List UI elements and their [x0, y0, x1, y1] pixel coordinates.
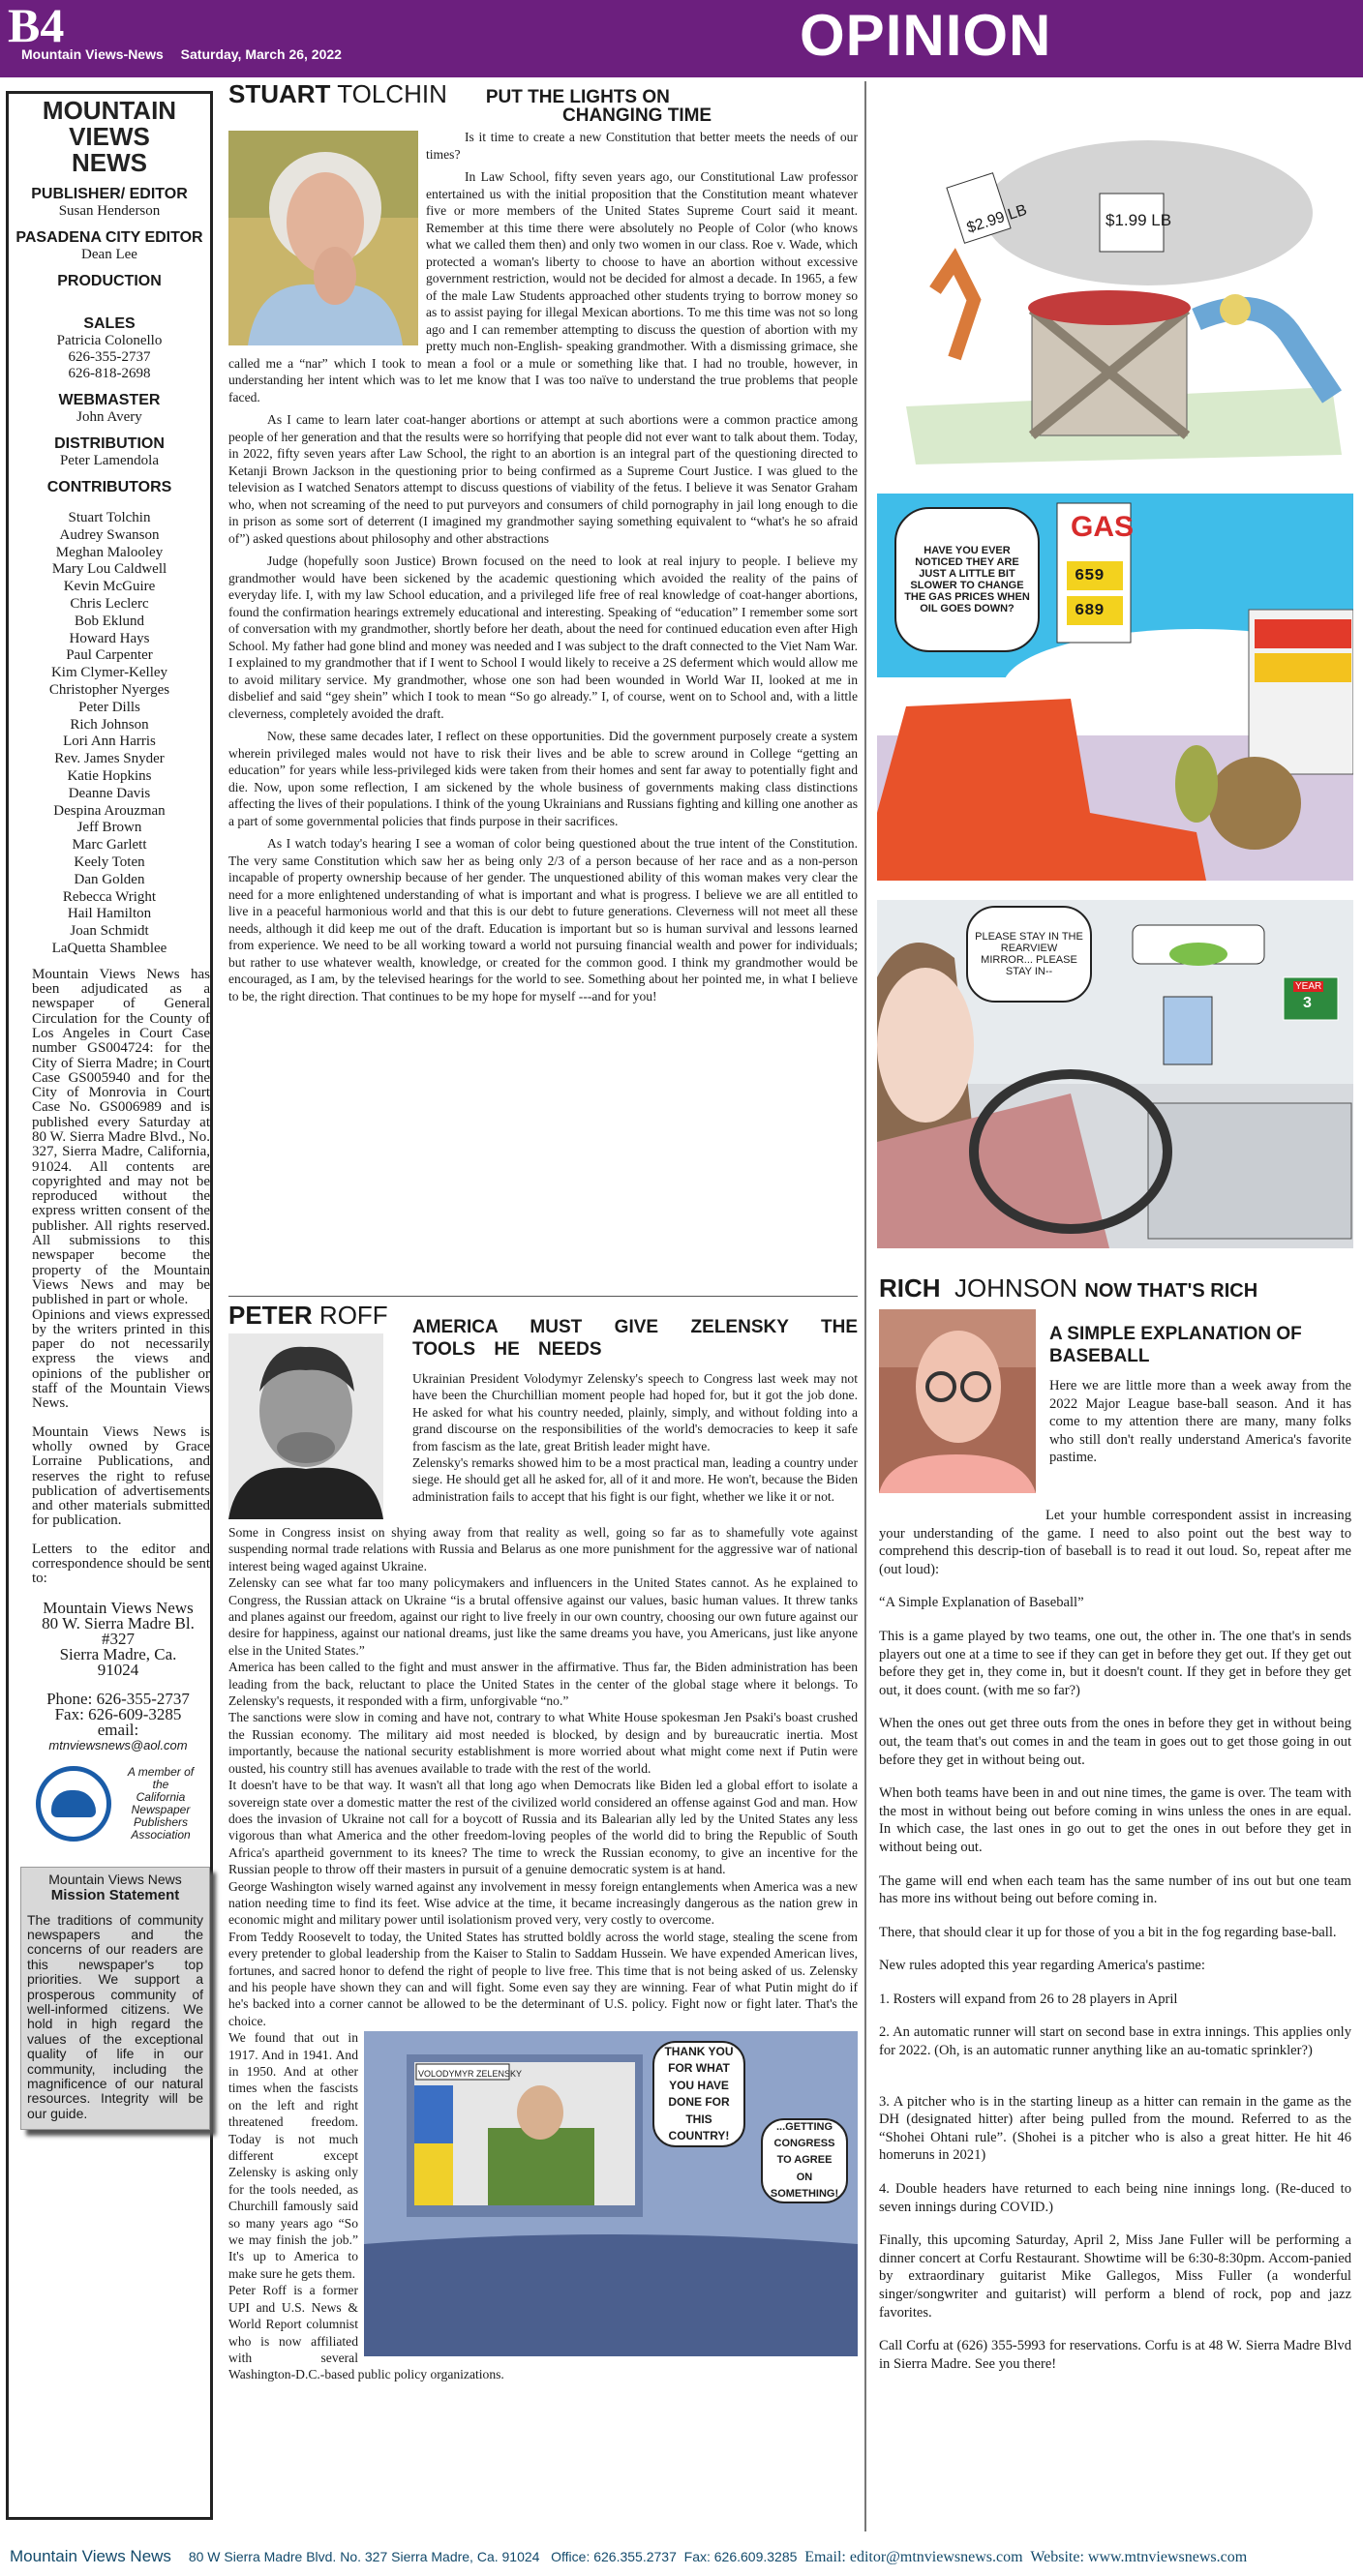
staff-sales: SALES Patricia Colonello 626-355-2737 626-818-2698 [56, 315, 163, 381]
contributor-name: Bob Eklund [74, 613, 145, 629]
contributor-name: Deanne Davis [68, 785, 151, 801]
footer-email-link[interactable]: Email: editor@mtnviewsnews.com [804, 2549, 1023, 2565]
masthead-title: MOUNTAIN VIEWS NEWS [42, 96, 177, 177]
mailing-address: Mountain Views News 80 W. Sierra Madre Bl. #327 Sierra Madre, Ca. 91024 Phone: 626-355-2737 Fax: 626-609-3285 email: [42, 1598, 195, 1739]
price-sign-new: $1.99 LB [1106, 211, 1172, 229]
speech-bubble: THANK YOU FOR WHAT YOU HAVE DONE FOR THIS COUNTRY! [652, 2041, 745, 2147]
highway-sign-number: 3 [1303, 995, 1312, 1011]
article-roff: PETER ROFF AMERICA MUST GIVE ZELENSKY THE TOOLS HE NEEDS Ukrainian President Volodymyr Zelensky's speech to Congress last week may not have been the Churchillian moment people had hoped for, but it got the job done. He asked for what his country needed, plainly, simply, and without folding into a grand discourse on the responsibilities of the world's democracies to keep it safe from fascism as the late, great British leader might have. Zelensky's remarks showed him to be a most practical man, leading a country under siege. He should get all he asked for, all of it and more. He won't, because the Biden administration fails to accept that his fight is our fight, whether we like it or not. Some in Congress insist on shying away from that reality as well, going so far as to shamefully vote against suspending normal trade relations with Russia and Belarus as one more punishment for the aggressive war of national interest being waged against Ukraine. Zelensky can see what far too many policymakers and influencers in the United States cannot. As he explained to Congress, the Russian attack on Ukraine “is a brutal offensive against our values, basic human values. It threw tanks and planes against our freedom, against our right to live freely in our own country, choosing our own future against our desire for happiness, against our national dreams, just like the same dreams you have, you Americans, just like anyone else in the United States.” America has been called to the fight and must answer in the affirmative. Thus far, the Biden administration has been leading from the back, reluctant to place the United States in the center of the global stage where it belongs. To Zelensky's requests, it responded with a firm, unforgivable “no.” The sanctions were slow in coming and have not, contrary to what White House spokesman Jen Psaki's boast crushed the Russian economy. The military aid most needed is blocked, by design and by bureaucratic inertia. Most importantly, because the national security establishment is more worried about what might come next if Putin were ousted, his country still has avenues available to trade with the rest of the world. It doesn't have to be that way. It wasn't all that long ago when Democrats like Biden led a global effort to isolate a sovereign state over a domestic matter the rest of the civilized world considered an offense against God and man. How does the invasion of Ukraine not call for a boycott of Russia and its Balearian ally led by the United States any less vigorous than what America and the other freedom-loving peoples of the world did to bring the Republic of South Africa's apartheid government to its knees? The time to wreck the Russian economy, to give an incentive for the Russian people to throw off their masters in pursuit of a genuine democratic system is at hand. George Washington wisely warned against any involvement in messy foreign entanglements when America was a new nation needing time to find its feet. Wise advice at the time, it became increasingly dangerous as the nation grew in economic might and military power until isolationism proved very, very costly to overcome. From Teddy Roosevelt to today, the United States has strutted boldly across the world stage, stealing the scene from every pretender to global leadership from the Kaiser to Stalin to Saddam Hussein. We have expended American lives, fortunes, and sacred honor to defend the right of people to live free. This time that is not being asked of us. Zelensky and his people have shown they can and will fight. Some even say they are winning. Fear of what Putin might do if he's backed into a corner cannot be allowed to be the determinant of U.S. policy. Fight now or fight later. That's the choice. VOLODYMYR ZELENSKY THANK YOU FOR WHAT YOU HAVE DONE FOR THIS COUNTRY! ...GETTING CONGRESS TO AGREE ON SOMETHING! We found that out in 1917. And in 1941. And in 1950. And at other times when the fascists on the left and right threatened freedom. Today is not much different except Zelensky is asking only for the tools needed, as Churchill famously said so many years ago “So we may finish the job.” It's up to America to make sure he gets them. Peter Roff is a former UPI and U.S. News & World Report columnist who is now affiliated with several Washington-D.C.-based public policy organizations. [228, 1301, 858, 2382]
contributors-heading: CONTRIBUTORS [46, 479, 172, 495]
section-title: OPINION [800, 3, 1052, 68]
author-byline: PETER ROFF [228, 1301, 388, 1330]
contact-email-link[interactable]: mtnviewsnews@aol.com [48, 1737, 188, 1752]
staff-publisher: PUBLISHER/ EDITOR Susan Henderson [31, 186, 188, 219]
article-body: Let your humble correspondent assist in increasing your understanding of the game. I need to also point out the best way to comprehend this descrip-tion of baseball is to read it out loud. So, repeat after me (out loud): “A Simple Explanation of Baseball” This is a game played by two teams, one out, the other in. The one that's in sends players out one at a time to see if they can get in before they get out. If they get out before they get in, they come in, but it doesn't count. If they get in before they get out, it does count. (with me so far?) When the ones out get three outs from the ones in before they get in without being out, the team that's out comes in and the team in goes out to get those going in out before they get in without being out. When both teams have been in and out nine times, the game is over. The team with the most in without being out before coming in wins unless the ones in are equal. In which case, the last ones in go out to get the ones in out before they get in without being out. The game will end when each team has the same number of ins out but one team has more ins without being out before coming in. There, that should clear it up for those of you a bit in the fog regarding base-ball. New rules adopted this year regarding America's pastime: 1. Rosters will expand from 26 to 28 players in April 2. An automatic runner will start on second base in extra innings. This applies only for 2022. (Oh, is an automatic runner anything like an au-tomatic sprinkler?) 3. A pitcher who is in the starting lineup as a hitter can remain in the game as the DH (designated hitter) after being pulled from the mound. Referred to as the “Shohei Ohtani rule”. (Shohei is a pitcher who is also a great hitter. He hit 46 homeruns in 2021) 4. Double headers have returned to each being nine innings long. (Re-duced to seven innings during COVID.) Finally, this upcoming Saturday, April 2, Miss Jane Fuller will be performing a dinner concert at Corfu Restaurant. Showtime will be 6:30-8:30pm. Accom-panied by extraordinary guitarist Mike Gallegos, Miss Fuller (a wonderful singer/songwriter and guitarist) will perform a blend of rock, pop and jazz favorites. Call Corfu at (626) 355-5993 for reservations. Corfu is at 48 W. Sierra Madre Blvd in Sierra Madre. See you there! [879, 1508, 1351, 2372]
contributor-name: Jeff Brown [76, 820, 142, 836]
contributor-name: Meghan Malooley [55, 544, 164, 560]
apple-price-cartoon [877, 87, 1351, 474]
author-photo [228, 1333, 383, 1519]
regular-price: 659 [1075, 567, 1105, 585]
contributor-name: Despina Arouzman [53, 802, 166, 819]
contributor-name: Christopher Nyerges [48, 681, 170, 698]
staff-city-editor: PASADENA CITY EDITOR Dean Lee [15, 229, 203, 262]
masthead-box [6, 91, 213, 2520]
mission-statement: Mountain Views News Mission Statement The traditions of community newspapers and the concerns of our readers are this newspaper's top priorities. We support a prosperous community of well-informed citizens. We hold in high regard the values of the exceptional quality of life in our community, including the magnificence of our natural resources. Integrity will be our guide. [20, 1867, 210, 2131]
contributor-name: Rich Johnson [70, 716, 149, 733]
contributor-name: Kim Clymer-Kelley [50, 665, 168, 681]
highway-sign-label: YEAR [1295, 981, 1322, 992]
article-tolchin: STUART TOLCHIN PUT THE LIGHTS ON CHANGING TIME Is it time to create a new Constitution that better meets the needs of our times? In Law School, fifty seven years ago, our Constitutional Law professor entertained us with the initial proposition that the Constitution meant whatever five or more members of the United States Supreme Court said it meant. Remember at this time there were absolutely no People of Color (who knows what we called them then) and only two women in our class. Roe v. Wade, which protected a woman's liberty to choose to have an abortion without excessive government restriction, would not be decided for almost a decade. In 1965, a few of the male Law Students approached other students trying to borrow money so as to assist paying for illegal Mexican abortions. To me this time was not so long ago and I can remember attempting to discuss the question of abortion with my pretty much non-English- speaking grandmother. With a dismissing grimace, she called me a “nar” which I took to mean a fool or a mule or something like that. I had no trouble, however, in understanding her intent which was to let me know that I was too naïve to understand the true problems that people faced. As I came to learn later coat-hanger abortions or attempt at such abortions were a common practice among people of her generation and that the results were so horrifying that people did not ever want to talk about them. Today, in 2022, fifty seven years after Law School, the right to an abortion is an integral part of the questioning directed to Ketanji Brown Jackson in the questioning prior to being confirmed as a Supreme Court Justice. I was glued to the television as I watched Senators attempt to discuss questions of viability of the fetus. I believe it was Senator Graham who, when not screaming of the need to put purveyors and consumers of child pornography in jail long enough to die in prison as some sort of deterrent (I imagined my grandmother saying something equivalent to “what's he so afraid of”) asked questions about philosophy and other abstractions Judge (hopefully soon Justice) Brown focused on the need to look at real injury to people. I believe my grandmother would have been sickened by the academic questioning which avoided the reality of the pains of everyday life. I, with my law School education, and a privileged life free of real knowledge of coat-hanger abortions, found the confirmation hearings extremely educational and interesting. Speaking of “education” I remember some sort of conversation with my grandmother, shortly before her death, about the need for continued education even after High School. My father had gone blind and money was needed and I was subject to the draft connected to the Viet Nam War. I explained to my grandmother that if I went to School I would likely to receive a 2S deferment which would allow me to avoid military service. My grandmother, whose one son had been wounded in World War II, looked at me in disbelief and said “gey shein” which I took to mean “So go already.” I, of course, went on to School and, with a little cleverness, completely avoided the draft. Now, these same decades later, I reflect on these opportunities. Did the government purposely create a system wherein privileged males would not have to risk their lives and be able to screw around in College “getting an education” for years while less-privileged kids were taken from their homes and sent far away to potentially fight and die. Now, upon some reflection, I am sickened by the whole business of governments making class distinctions affecting the lives of their populations. I think of the young Ukrainians and Russians fighting and killing one another as a part of some governmental policies that finds purpose in their sacrifices. As I watch today's hearing I see a woman of color being questioned about the true intent of the Constitution. The very same Constitution which saw her as being only 2/3 of a person because of her race and as a non-person incapable of property ownership because of her gender. The unquestioned ability of this woman makes very clear the need for a more enlightened understanding of what is important and what is progress. I believe we are all entitled to live in a peaceful harmonious world and that this is our debt to future generations. Cleverness will not meet all these needs, although it did keep me out of the draft. Education is important but so is human survival and lessons learned from experience. We need to be all working toward a world not pursuing financial wealth and power for individuals; but rather to use whatever wealth, knowledge, or created for the common good. I think my grandmother would be encouraged, as I am, by the televised hearings for the world to see. Something about her pointed me, in what I believe to be, the right direction. That continues to be my hope for myself ---and for you! [228, 79, 858, 1297]
contributor-name: Katie Hopkins [67, 767, 152, 784]
headline: A SIMPLE EXPLANATION OF BASEBALL [1049, 1324, 1302, 1366]
paper-name: Mountain Views-News [21, 46, 164, 62]
contributor-name: Chris Leclerc [70, 595, 149, 612]
cartoon-illustration [877, 87, 1351, 474]
cartoon-illustration [877, 900, 1353, 1248]
contributor-name: LaQuetta Shamblee [51, 940, 167, 956]
contributor-name: Rev. James Snyder [54, 751, 165, 767]
page-number: B4 [8, 0, 65, 52]
article-body: Some in Congress insist on shying away from that reality as well, going so far as to shamefully vote against suspending normal trade relations with Russia and Belarus as one more punishment for the aggressive war of national interest being waged against Ukraine. Zelensky can see what far too many policymakers and influencers in the United States cannot. As he explained to Congress, the Russian attack on Ukraine “is a brutal offensive against our values, basic human values. It threw tanks and planes against our freedom, against our right to live freely in our own country, choosing our own future against our desire for happiness, against our national dreams, just like the same dreams you have, you Americans, just like anyone else in the United States.” America has been called to the fight and must answer in the affirmative. Thus far, the Biden administration has been leading from the back, reluctant to place the United States in the center of the global stage where it belongs. To Zelensky's requests, it responded with a firm, unforgivable “no.” The sanctions were slow in coming and have not, contrary to what White House spokesman Jen Psaki's boast crushed the Russian economy. The military aid most needed is blocked, by design and by bureaucratic inertia. Most importantly, because the national security establishment is more worried about what might come next if Putin were ousted, his country still has avenues available to trade with the rest of the world. It doesn't have to be that way. It wasn't all that long ago when Democrats like Biden led a global effort to isolate a sovereign state over a domestic matter the rest of the civilized world considered an offense against God and man. How does the invasion of Ukraine not call for a boycott of Russia and its Balearian ally led by the United States any less vigorous than what America and the other freedom-loving peoples of the world did to bring the Republic of South Africa's apartheid government to its knees? The time to wreck the Russian economy, to give an incentive for the Russian people to throw off their masters in pursuit of a genuine democratic system is at hand. George Washington wisely warned against any involvement in messy foreign entanglements when America was a new nation needing time to find its feet. Wise advice at the time, it became increasingly dangerous as the nation grew in economic might and military power until isolationism proved very, very costly to overcome. From Teddy Roosevelt to today, the United States has strutted boldly across the world stage, stealing the scene from every pretender to global leadership from the Kaiser to Stalin to Saddam Hussein. We have expended American lives, fortunes, and sacred honor to defend the right of people to live free. This time that is not being asked of us. Zelensky and his people have shown they can and will fight. Some even say they are winning. Fear of what Putin might do if he's backed into a corner cannot be allowed to be the determinant of U.S. policy. Fight now or fight later. That's the choice. VOLODYMYR ZELENSKY THANK YOU FOR WHAT YOU HAVE DONE FOR THIS COUNTRY! ...GETTING CONGRESS TO AGREE ON SOMETHING! We found that out in 1917. And in 1941. And in 1950. And at other times when the fascists on the left and right threatened freedom. Today is not much different except Zelensky is asking only for the tools needed, as Churchill famously said so many years ago “So we may finish the job.” It's up to America to make sure he gets them. Peter Roff is a former UPI and U.S. News & World Report columnist who is now affiliated with several Washington-D.C.-based public policy organizations. [228, 1525, 858, 2382]
gas-prices-cartoon [877, 494, 1353, 881]
article-body: Is it time to create a new Constitution that better meets the needs of our times? In Law School, fifty seven years ago, our Constitutional Law professor entertained us with the initial proposition that the Constitution meant whatever five or more members of the United States Supreme Court said it meant. Remember at this time there were absolutely no People of Color (who knows what we called them then) and only two women in our class. Roe v. Wade, which protected a woman's liberty to choose to have an abortion without excessive government restriction, would not be decided for almost a decade. In 1965, a few of the male Law Students approached other students trying to borrow money so as to assist paying for illegal Mexican abortions. To me this time was not so long ago and I can remember attempting to discuss the question of abortion with my pretty much non-English- speaking grandmother. With a dismissing grimace, she called me a “nar” which I took to mean a fool or a mule or something like that. I had no trouble, however, in understanding her intent which was to let me know that I was too naïve to understand the true problems that people faced. As I came to learn later coat-hanger abortions or attempt at such abortions were a common practice among people of her generation and that the results were so horrifying that people did not ever want to talk about them. Today, in 2022, fifty seven years after Law School, the right to an abortion is an integral part of the questioning directed to Ketanji Brown Jackson in the questioning prior to being confirmed as a Supreme Court Justice. I was glued to the television as I watched Senators attempt to discuss questions of viability of the fetus. I believe it was Senator Graham who, when not screaming of the need to put purveyors and consumers of child pornography in jail long enough to die in prison as some sort of deterrent (I imagined my grandmother saying something equivalent to “what's he so afraid of”) asked questions about philosophy and other abstractions Judge (hopefully soon Justice) Brown focused on the need to look at real injury to people. I believe my grandmother would have been sickened by the academic questioning which avoided the reality of the pains of everyday life. I, with my law School education, and a privileged life free of real knowledge of coat-hanger abortions, found the confirmation hearings extremely educational and interesting. Speaking of “education” I remember some sort of conversation with my grandmother, shortly before her death, about the need for continued education even after High School. My father had gone blind and money was needed and I was subject to the draft connected to the Viet Nam War. I explained to my grandmother that if I went to School I would likely to receive a 2S deferment which would allow me to avoid military service. My grandmother, whose one son had been wounded in World War II, looked at me in disbelief and said “gey shein” which I took to mean “So go already.” I, of course, went on to School and, with a little cleverness, completely avoided the draft. Now, these same decades later, I reflect on these opportunities. Did the government purposely create a system wherein privileged males would not have to risk their lives and be able to screw around in College “getting an education” for years while less-privileged kids were taken from their homes and sent far away to potentially fight and die. Now, upon some reflection, I am sickened by the whole business of governments making class distinctions affecting the lives of their populations. I think of the young Ukrainians and Russians fighting and killing one another as a part of some governmental policies that finds purpose in their sacrifices. As I watch today's hearing I see a woman of color being questioned about the true intent of the Constitution. The very same Constitution which saw her as being only 2/3 of a person because of her race and as a non-person incapable of property ownership because of her gender. The unquestioned ability of this woman makes very clear the need for a more enlightened understanding of what is important and what is progress. I believe we are all entitled to live in a peaceful harmonious world and that this is our debt to future generations. Cleverness will not meet all these needs, although it did keep me out of the draft. Education is important but so is human survival and lessons learned from experience. We need to be all working toward a world not pursuing financial wealth and power for individuals; but rather to use whatever wealth, knowledge, or created for the common good. I think my grandmother would be encouraged, as I am, by the televised hearings for the world to see. Something about her pointed me, in what I believe to be, the right direction. That continues to be my hope for myself ---and for you! [228, 130, 858, 1003]
headline: PUT THE LIGHTS ON [485, 87, 670, 107]
footer-website-link[interactable]: Website: www.mtnviewsnews.com [1030, 2549, 1248, 2565]
headline: AMERICA MUST GIVE ZELENSKY THE TOOLS HE NEEDS [412, 1317, 858, 1360]
contributor-name: Peter Dills [78, 699, 140, 715]
footer-paper-name: Mountain Views News [10, 2547, 171, 2565]
speech-bubble: HAVE YOU EVER NOTICED THEY ARE JUST A LITTLE BIT SLOWER TO CHANGE THE GAS PRICES WHEN OIL GOES DOWN? [894, 507, 1040, 652]
contributors-list [9, 510, 210, 958]
issue-date: Saturday, March 26, 2022 [180, 46, 342, 62]
footer-office-phone: Office: 626.355.2737 [551, 2549, 677, 2564]
contributor-name: Dan Golden [74, 871, 145, 887]
author-photo [879, 1309, 1036, 1493]
contributor-name: Stuart Tolchin [68, 510, 151, 525]
price-sign-old: $2.99 LB [964, 201, 1029, 237]
contributor-name: Keely Toten [74, 854, 145, 870]
column-divider [864, 81, 866, 2531]
contributor-name: Mary Lou Caldwell [51, 561, 167, 578]
author-photo [228, 131, 418, 345]
page-footer [10, 2547, 1247, 2566]
cnpa-membership: A member of the California Newspaper Publishers Association [9, 1766, 210, 1842]
cnpa-bear-logo-icon [36, 1766, 111, 1842]
contributor-name: Howard Hays [69, 630, 150, 646]
author-byline: STUART TOLCHIN [228, 79, 447, 108]
premium-price: 689 [1075, 602, 1105, 620]
contributor-name: Hail Hamilton [67, 906, 152, 922]
screen-nameplate: VOLODYMYR ZELENSKY [418, 2069, 523, 2080]
zelensky-cartoon [364, 2031, 858, 2356]
speech-bubble: PLEASE STAY IN THE REARVIEW MIRROR... PLEASE STAY IN-- [966, 906, 1092, 1003]
column-name: NOW THAT'S RICH [1084, 1280, 1258, 1302]
staff-distribution: DISTRIBUTION Peter Lamendola [54, 435, 165, 468]
section-banner [0, 0, 1363, 77]
contributor-name: Marc Garlett [72, 837, 147, 854]
contributor-name: Paul Carpenter [66, 647, 153, 664]
staff-production: PRODUCTION [57, 273, 162, 289]
contributor-name: Joan Schmidt [70, 923, 149, 940]
rearview-mirror-cartoon [877, 900, 1353, 1248]
legal-notice: Mountain Views News has been adjudicated as a newspaper of General Circulation for the County of Los Angeles in Court Case number GS004724: for the City of Sierra Madre; in Court Case GS005940 and for the City of Monrovia in Court Case No. GS006989 and is published every Saturday at 80 W. Sierra Madre Blvd., No. 327, Sierra Madre, California, 91024. All contents are copyrighted and may not be reproduced without the express written consent of the publisher. All rights reserved. All submissions to this newspaper become the property of the Mountain Views News and may be published in part or whole. Opinions and views expressed by the writers printed in this paper do not necessarily express the views and opinions of the publisher or staff of the Mountain Views News. Mountain Views News is wholly owned by Grace Lorraine Publications, and reserves the right to refuse publication of advertisements and other materials submitted for publication. Letters to the editor and correspondence should be sent to: [32, 966, 210, 1587]
contributor-name: Kevin McGuire [63, 579, 156, 595]
speech-bubble: ...GETTING CONGRESS TO AGREE ON SOMETHING! [761, 2118, 848, 2203]
center-column [228, 79, 858, 2383]
contributor-name: Audrey Swanson [59, 526, 160, 543]
article-johnson: RICH JOHNSON NOW THAT'S RICH A SIMPLE EXPLANATION OF BASEBALL Here we are little more than a week away from the 2022 Major League base-ball season. And it has come to my attention there are many, many folks who still don't really understand America's favorite pastime. Let your humble correspondent assist in increasing your understanding of the game. I need to also point out the best way to comprehend this descrip-tion of baseball is to read it out loud. So, repeat after me (out loud): “A Simple Explanation of Baseball” This is a game played by two teams, one out, the other in. The one that's in sends players out one at a time to see if they can get in before they get out. If they get out before they get in, they come in, but it doesn't count. If they get in before they get out, it does count. (with me so far?) When the ones out get three outs from the ones in before they get in without being out, the team that's out comes in and the team in goes out to get those going in out before they get in without being out. When both teams have been in and out nine times, the game is over. The team with the most in without being out before coming in wins unless the ones in are equal. In which case, the last ones in go out to get the ones in out before they get in without being out. The game will end when each team has the same number of ins out but one team has more ins without being out before coming in. There, that should clear it up for those of you a bit in the fog regarding base-ball. New rules adopted this year regarding America's pastime: 1. Rosters will expand from 26 to 28 players in April 2. An automatic runner will start on second base in extra innings. This applies only for 2022. (Oh, is an automatic runner anything like an au-tomatic sprinkler?) 3. A pitcher who is in the starting lineup as a hitter can remain in the game as the DH (designated hitter) after being pulled from the mound. Referred to as the “Shohei Ohtani rule”. (Shohei is a pitcher who is also a great hitter. He hit 46 homeruns in 2021) 4. Double headers have returned to each being nine innings long. (Re-duced to seven innings during COVID.) Finally, this upcoming Saturday, April 2, Miss Jane Fuller will be performing a dinner concert at Corfu Restaurant. Showtime will be 6:30-8:30pm. Accom-panied by extraordinary guitarist Mike Gallegos, Miss Fuller (a wonderful singer/songwriter and guitarist) will perform a blend of rock, pop and jazz favorites. Call Corfu at (626) 355-5993 for reservations. Corfu is at 48 W. Sierra Madre Blvd in Sierra Madre. See you there! [879, 1273, 1351, 2372]
gas-sign: GAS [1071, 511, 1135, 543]
contributor-name: Rebecca Wright [62, 888, 157, 905]
author-byline: RICH JOHNSON NOW THAT'S RICH [879, 1273, 1258, 1303]
contributor-name: Lori Ann Harris [63, 734, 156, 750]
footer-address: 80 W Sierra Madre Blvd. No. 327 Sierra Madre, Ca. 91024 [188, 2549, 540, 2564]
staff-webmaster: WEBMASTER John Avery [58, 392, 161, 425]
footer-fax: Fax: 626.609.3285 [683, 2549, 798, 2564]
paper-dateline [21, 46, 355, 62]
